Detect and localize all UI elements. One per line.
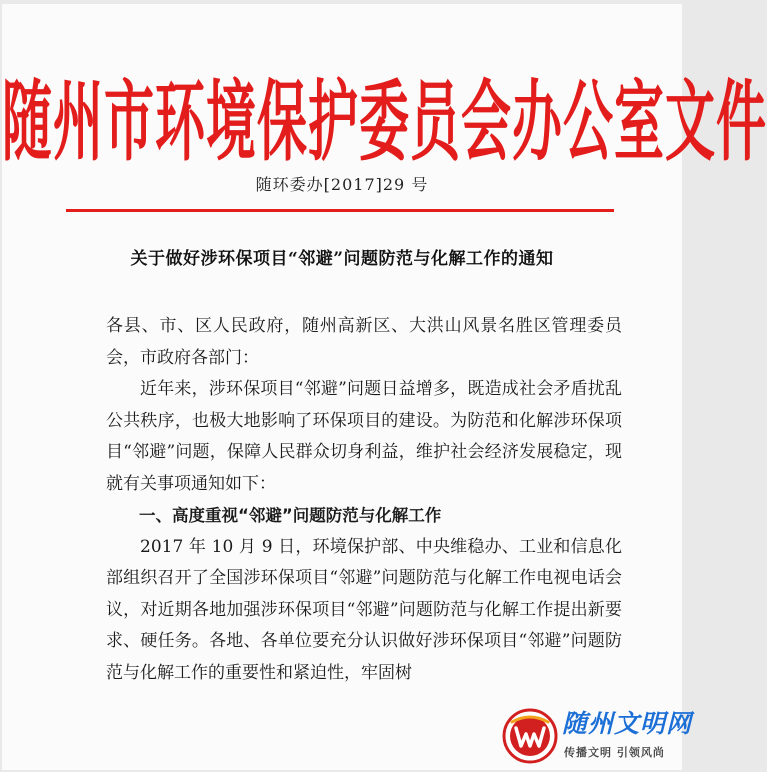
addressee-paragraph: 各县、市、区人民政府，随州高新区、大洪山风景名胜区管理委员会，市政府各部门：: [106, 316, 622, 368]
document-number: 随环委办[2017]29 号: [255, 175, 429, 194]
document-title: 关于做好涉环保项目“邻避”问题防范与化解工作的通知: [130, 249, 554, 269]
site-slogan: 传播文明 引领风尚: [564, 746, 665, 759]
site-logo-icon: [502, 708, 558, 764]
body-paragraph: 2017 年 10 月 9 日，环境保护部、中央维稳办、工业和信息化部组织召开了全国涉环保项目“邻避”问题防范与化解工作电视电话会议，对近期各地加强涉环保项目“邻避”问题防范与化解工作提出新要求、硬任务。各地、各单位要充分认识做好涉环保项目“邻避”问题防范与化解工作的重要性和紧迫性，牢固树: [106, 536, 622, 683]
intro-paragraph: 近年来，涉环保项目“邻避”问题日益增多，既造成社会矛盾扰乱公共秩序，也极大地影响了环保项目的建设。为防范和化解涉环保项目“邻避”问题，保障人民群众切身利益，维护社会经济发展稳定，现就有关事项通知如下：: [106, 379, 622, 494]
site-name: 随州文明网: [562, 709, 693, 738]
site-watermark: [502, 702, 693, 768]
document-page: [2, 4, 767, 770]
red-divider-line: [66, 209, 614, 212]
section-heading: 一、高度重视“邻避”问题防范与化解工作: [139, 506, 442, 525]
document-body: [106, 311, 622, 689]
organization-header: 随州市环境保护委员会办公室文件: [2, 73, 767, 172]
